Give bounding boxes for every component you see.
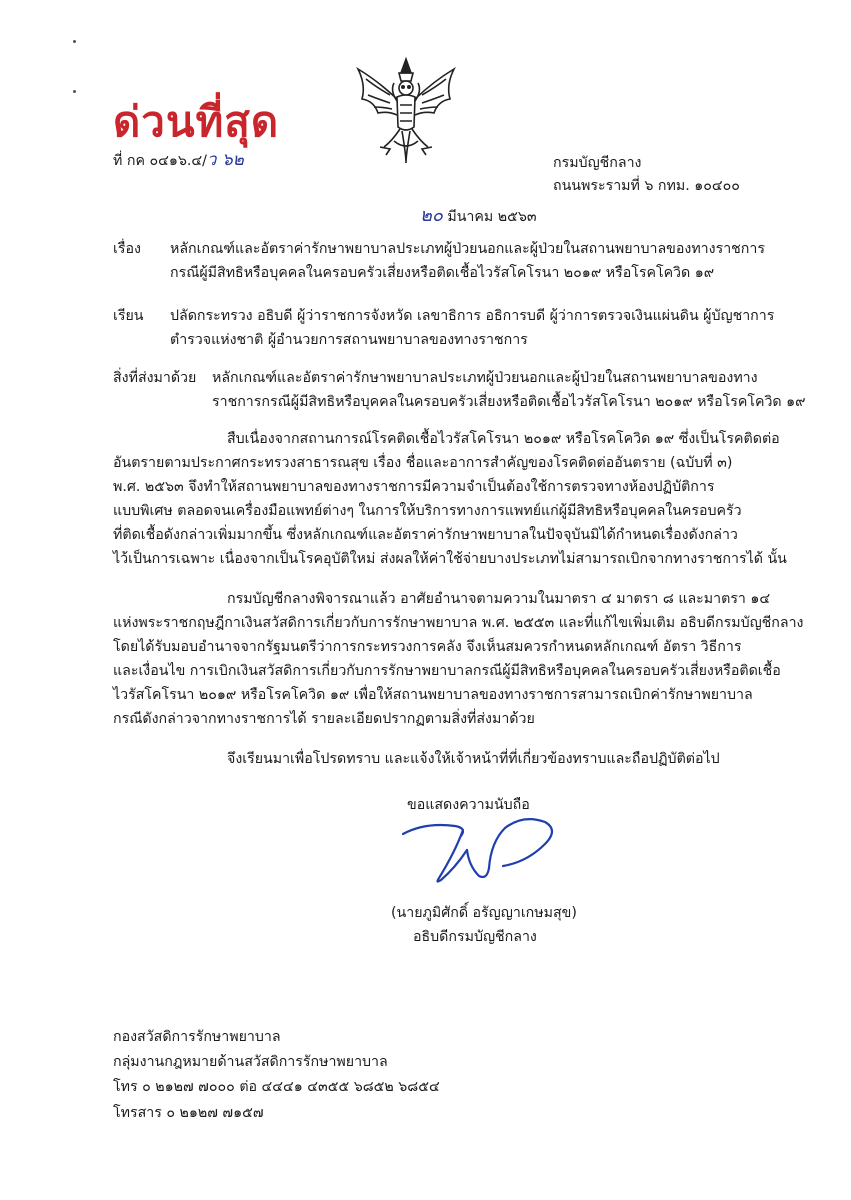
body-p2-line: แห่งพระราชกฤษฎีกาเงินสวัสดิการเกี่ยวกับการรักษาพยาบาล พ.ศ. ๒๕๕๓ และที่แก้ไขเพิ่มเติม อธิบดีกรมบัญชีกลาง	[113, 615, 804, 631]
date-month-year: มีนาคม ๒๕๖๓	[447, 209, 537, 225]
body-p1-line: ที่ติดเชื้อดังกล่าวเพิ่มมากขึ้น ซึ่งหลักเกณฑ์และอัตราค่ารักษาพยาบาลในปัจจุบันมิได้กำหนดเรื่องดังกล่าว	[113, 527, 738, 543]
body-p3: จึงเรียนมาเพื่อโปรดทราบ และแจ้งให้เจ้าหน้าที่ที่เกี่ยวข้องทราบและถือปฏิบัติต่อไป	[227, 751, 720, 767]
to-line: ปลัดกระทรวง อธิบดี ผู้ว่าราชการจังหวัด เลขาธิการ อธิการบดี ผู้ว่าการตรวจเงินแผ่นดิน ผู้บัญชาการ	[170, 308, 775, 324]
body-p1-line: สืบเนื่องจากสถานการณ์โรคติดเชื้อไวรัสโคโรนา ๒๐๑๙ หรือโรคโควิด ๑๙ ซึ่งเป็นโรคติดต่อ	[227, 431, 780, 447]
sender-address: ถนนพระรามที่ ๖ กทม. ๑๐๔๐๐	[553, 178, 740, 194]
body-p1-line: อันตรายตามประกาศกระทรวงสาธารณสุข เรื่อง ชื่อและอาการสำคัญของโรคติดต่ออันตราย (ฉบับที่ ๓)	[113, 455, 733, 471]
sender-org: กรมบัญชีกลาง	[553, 155, 642, 171]
to-line: ตำรวจแห่งชาติ ผู้อำนวยการสถานพยาบาลของทางราชการ	[170, 332, 528, 348]
body-p1-line: พ.ศ. ๒๕๖๓ จึงทำให้สถานพยาบาลของทางราชการมีความจำเป็นต้องใช้การตรวจทางห้องปฏิบัติการ	[113, 479, 715, 495]
enclosure-label: สิ่งที่ส่งมาด้วย	[113, 370, 197, 386]
enclosure-line: ราชการกรณีผู้มีสิทธิหรือบุคคลในครอบครัวเสี่ยงหรือติดเชื้อไวรัสโคโรนา ๒๐๑๙ หรือโรคโควิด ๑๙	[212, 394, 806, 410]
letter-date	[420, 206, 537, 227]
ref-handwritten: ว ๖๒	[206, 150, 244, 170]
subject-line: หลักเกณฑ์และอัตราค่ารักษาพยาบาลประเภทผู้ป่วยนอกและผู้ป่วยในสถานพยาบาลของทางราชการ	[170, 241, 765, 257]
edge-mark	[73, 40, 76, 43]
body-p2-line: กรมบัญชีกลางพิจารณาแล้ว อาศัยอำนาจตามความในมาตรา ๔ มาตรา ๘ และมาตรา ๑๔	[227, 591, 771, 607]
body-p2-line: ไวรัสโคโรนา ๒๐๑๙ หรือโรคโควิด ๑๙ เพื่อให้สถานพยาบาลของทางราชการสามารถเบิกค่ารักษาพยาบาล	[113, 687, 753, 703]
reference-number	[113, 150, 244, 171]
body-p1-line: ไว้เป็นการเฉพาะ เนื่องจากเป็นโรคอุบัติใหม่ ส่งผลให้ค่าใช้จ่ายบางประเภทไม่สามารถเบิกจากทางราชการได้ นั้น	[113, 551, 787, 567]
subject-label: เรื่อง	[113, 241, 141, 257]
closing-regards: ขอแสดงความนับถือ	[407, 797, 530, 813]
ref-prefix: ที่ กค ๐๔๑๖.๔/	[113, 153, 207, 169]
signatory-name: (นายภูมิศักดิ์ อรัญญาเกษมสุข)	[391, 905, 577, 921]
subject-line: กรณีผู้มีสิทธิหรือบุคคลในครอบครัวเสี่ยงหรือติดเชื้อไวรัสโคโรนา ๒๐๑๙ หรือโรคโควิด ๑๙	[170, 265, 715, 281]
signatory-position: อธิบดีกรมบัญชีกลาง	[413, 929, 537, 945]
footer-line: กลุ่มงานกฎหมายด้านสวัสดิการรักษาพยาบาล	[113, 1054, 388, 1070]
date-day-handwritten: ๒๐	[420, 205, 443, 226]
footer-line: กองสวัสดิการรักษาพยาบาล	[113, 1029, 281, 1045]
garuda-emblem-icon	[350, 55, 462, 167]
to-label: เรียน	[113, 308, 144, 324]
footer-line: โทร ๐ ๒๑๒๗ ๗๐๐๐ ต่อ ๔๔๔๑ ๔๓๕๕ ๖๘๕๒ ๖๘๕๔	[113, 1079, 440, 1095]
body-p2-line: และเงื่อนไข การเบิกเงินสวัสดิการเกี่ยวกับการรักษาพยาบาลกรณีผู้มีสิทธิหรือบุคคลในครอบครัวเสี่ยงหรือติดเชื้อ	[113, 663, 781, 679]
body-p1-line: แบบพิเศษ ตลอดจนเครื่องมือแพทย์ต่างๆ ในการให้บริการทางการแพทย์แก่ผู้มีสิทธิหรือบุคคลในครอบครัว	[113, 503, 742, 519]
footer-line: โทรสาร ๐ ๒๑๒๗ ๗๑๕๗	[113, 1105, 264, 1121]
edge-mark	[73, 90, 76, 93]
urgent-stamp: ด่วนที่สุด	[113, 97, 280, 146]
body-p2-line: โดยได้รับมอบอำนาจจากรัฐมนตรีว่าการกระทรวงการคลัง จึงเห็นสมควรกำหนดหลักเกณฑ์ อัตรา วิธีการ	[113, 639, 742, 655]
enclosure-line: หลักเกณฑ์และอัตราค่ารักษาพยาบาลประเภทผู้ป่วยนอกและผู้ป่วยในสถานพยาบาลของทาง	[212, 370, 758, 386]
signature-icon	[395, 812, 565, 890]
body-p2-line: กรณีดังกล่าวจากทางราชการได้ รายละเอียดปรากฏตามสิ่งที่ส่งมาด้วย	[113, 711, 535, 727]
